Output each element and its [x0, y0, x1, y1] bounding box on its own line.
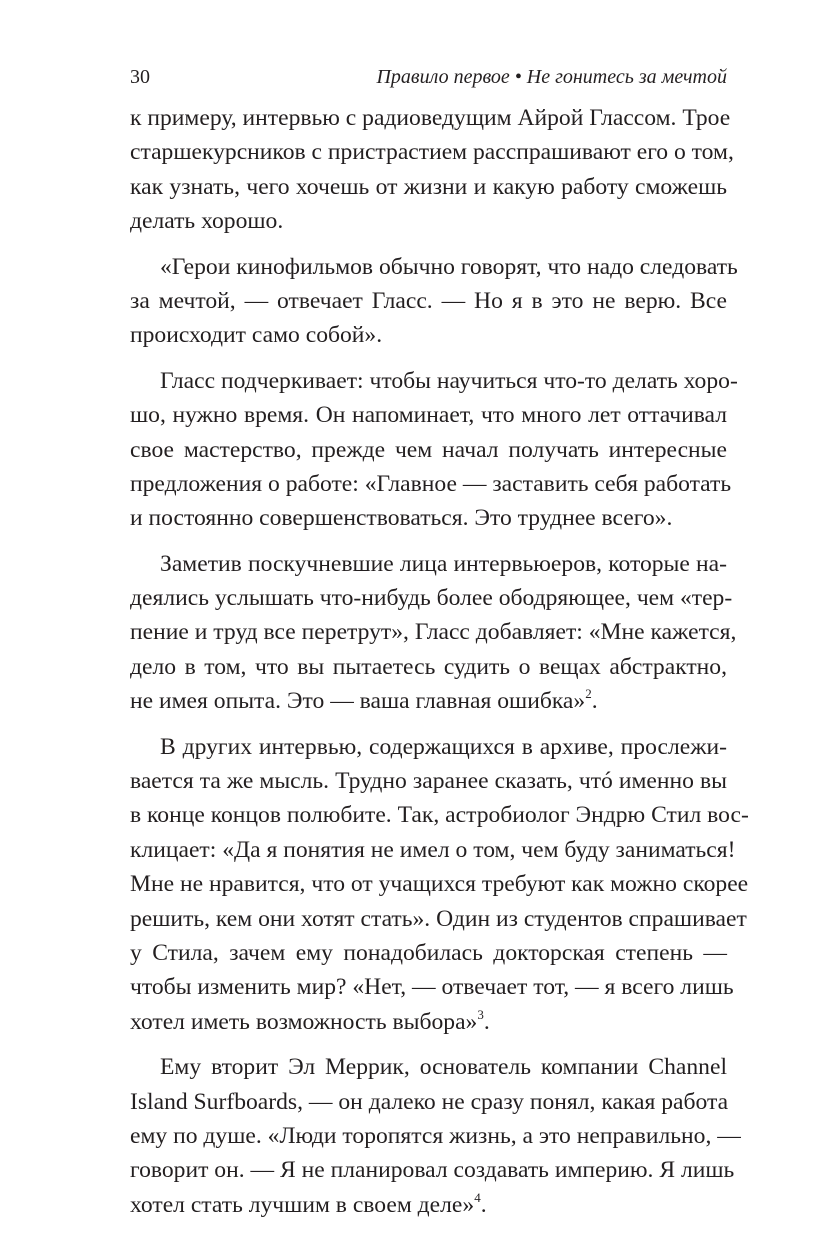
- running-title: Правило первое • Не гонитесь за мечтой: [376, 66, 727, 88]
- text-line: происходит само собой».: [130, 322, 383, 349]
- running-header: [130, 62, 727, 92]
- paragraph: [130, 547, 737, 719]
- text-line: предложения о работе: «Главное — заставить себя работать: [130, 470, 732, 497]
- sentence-period: .: [483, 1008, 490, 1035]
- text-line: свое мастерство, прежде чем начал получать интересные: [130, 436, 727, 463]
- paragraph: [130, 101, 734, 239]
- sentence-period: .: [480, 1191, 487, 1218]
- text-line: [130, 1005, 727, 1039]
- text-line: к примеру, интервью с радиоведущим Айрой Глассом. Трое: [130, 105, 731, 131]
- footnote-marker: 4: [474, 1189, 481, 1205]
- text-line: у Стила, зачем ему понадобилась докторская степень —: [130, 939, 727, 966]
- text-line: как узнать, чего хочешь от жизни и какую работу сможешь: [130, 173, 727, 200]
- text-line: ему по душе. «Люди торопятся жизнь, а это неправильно, —: [130, 1122, 741, 1149]
- paragraph: [130, 250, 738, 353]
- footnote-marker: 3: [477, 1006, 484, 1022]
- text-line: [130, 684, 727, 718]
- text-line: [130, 1188, 727, 1222]
- paragraph: [130, 730, 749, 1040]
- text-line: решить, кем они хотят стать». Один из студентов спрашивает: [130, 905, 747, 932]
- text-line: Мне не нравится, что от учащихся требуют как можно скорее: [130, 871, 749, 898]
- text-line: делать хорошо.: [130, 208, 284, 235]
- paragraph: [130, 364, 738, 536]
- text-line: клицает: «Да я понятия не имел о том, чем буду заниматься!: [130, 836, 736, 863]
- text-line: Ему вторит Эл Меррик, основатель компании Channel: [160, 1054, 727, 1081]
- text-line-content: не имея опыта. Это — ваша главная ошибка»: [130, 688, 586, 715]
- paragraph: [130, 1050, 741, 1222]
- text-line: дело в том, что вы пытаетесь судить о вещах абстрактно,: [130, 653, 727, 680]
- text-line-content: хотел иметь возможность выбора»: [130, 1008, 478, 1035]
- page-number: 30: [130, 66, 150, 88]
- text-line: старшекурсников с пристрастием расспрашивают его о том,: [130, 139, 734, 166]
- text-line: и постоянно совершенствоваться. Это труднее всего».: [130, 505, 673, 532]
- sentence-period: .: [591, 688, 598, 715]
- text-line: Island Surfboards, — он далеко не сразу понял, какая работа: [130, 1088, 729, 1115]
- text-line: говорит он. — Я не планировал создавать империю. Я лишь: [130, 1157, 735, 1184]
- text-line: Заметив поскучневшие лица интервьюеров, которые на-: [160, 550, 727, 577]
- body-text: [130, 101, 749, 1222]
- text-line: Гласс подчеркивает: чтобы научиться что-то делать хоро-: [160, 367, 738, 394]
- text-line: чтобы изменить мир? «Нет, — отвечает тот, — я всего лишь: [130, 974, 734, 1001]
- text-line: вается та же мысль. Трудно заранее сказать, чтó именно вы: [130, 768, 727, 795]
- text-line: «Герои кинофильмов обычно говорят, что надо следовать: [160, 253, 738, 280]
- text-line: деялись услышать что-нибудь более ободряющее, чем «тер-: [130, 585, 733, 612]
- text-line: В других интервью, содержащихся в архиве, прослежи-: [160, 733, 727, 760]
- text-line: пение и труд все перетрут», Гласс добавляет: «Мне кажется,: [130, 619, 737, 646]
- text-line-content: хотел стать лучшим в своем деле»: [130, 1191, 475, 1218]
- text-line: в конце концов полюбите. Так, астробиолог Эндрю Стил вос-: [130, 802, 749, 829]
- text-line: шо, нужно время. Он напоминает, что много лет оттачивал: [130, 402, 727, 429]
- text-line: за мечтой, — отвечает Гласс. — Но я в это не верю. Все: [130, 287, 727, 314]
- footnote-marker: 2: [585, 686, 592, 702]
